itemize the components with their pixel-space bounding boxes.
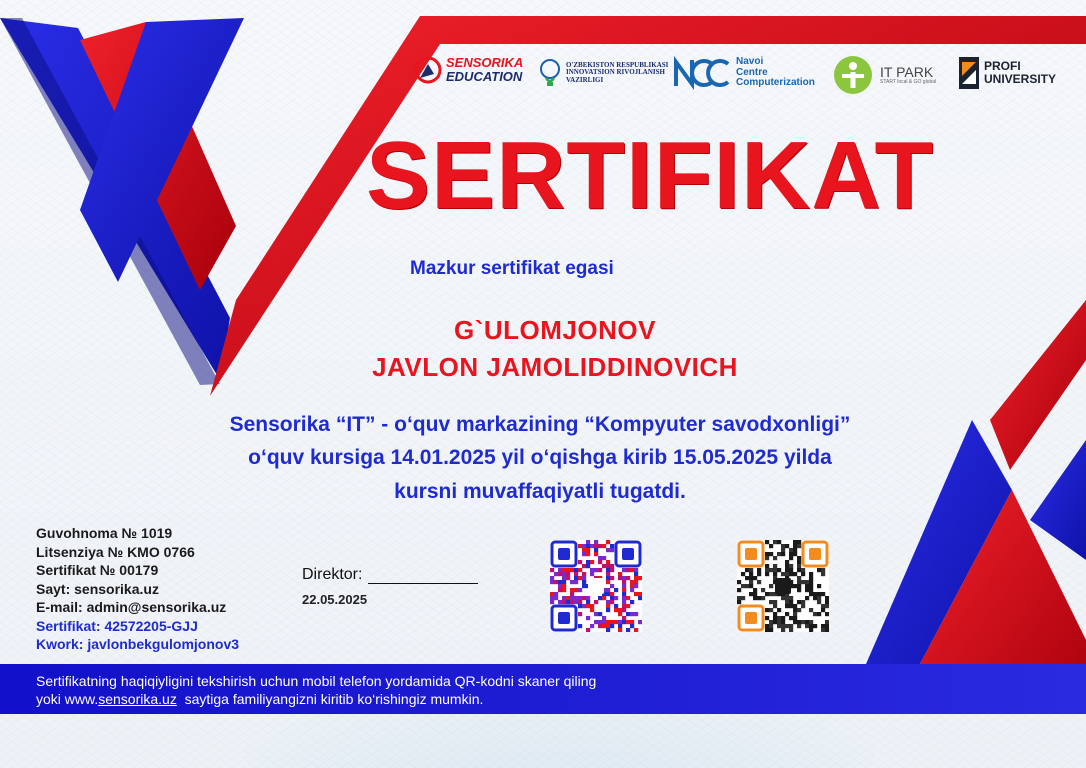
license-number: Litsenziya № KMO 0766 (36, 543, 195, 560)
sensorika-logo-line2: EDUCATION (446, 69, 523, 84)
ncc-logo-icon (672, 56, 732, 90)
signature-line (368, 569, 478, 584)
qr-finder-pattern (552, 542, 576, 566)
ncc-logo (672, 56, 815, 90)
body-text-line-2: o‘quv kursiga 14.01.2025 yil o‘qishga kirib 15.05.2025 yilda (248, 446, 832, 469)
footer-text (36, 672, 596, 708)
footer-prefix: yoki www. (36, 691, 99, 707)
ministry-logo (538, 58, 668, 88)
qr-code-kwork[interactable] (737, 540, 829, 632)
profi-logo-icon (958, 56, 980, 90)
itpark-logo-icon (832, 54, 874, 96)
ncc-logo-line1: Navoi (736, 56, 764, 68)
footer-line-2 (36, 690, 596, 708)
sensorika-logo-line1: SENSORIKA (446, 55, 524, 71)
sensorika-logo (414, 56, 523, 84)
qr-finder-pattern (739, 542, 763, 566)
itpark-logo (832, 54, 936, 96)
issue-date: 22.05.2025 (302, 592, 368, 607)
footer-line-1: Sertifikatning haqiqiyligini tekshirish uchun mobil telefon yordamida QR-kodni skaner qiling (36, 673, 597, 689)
certificate-number: Sertifikat № 00179 (36, 562, 159, 578)
body-text-line-3: kursni muvaffaqiyatli tugatdi. (394, 480, 686, 503)
certificate-code: Sertifikat: 42572205-GJJ (36, 617, 198, 634)
bulb-logo-icon (538, 58, 562, 88)
ministry-logo-line3: VAZIRLIGI (566, 75, 604, 84)
profi-logo (958, 56, 1056, 90)
ministry-logo-line1: O'ZBEKISTON RESPUBLIKASI (566, 60, 669, 69)
ncc-logo-line3: Computerization (736, 77, 815, 89)
email: E-mail: admin@sensorika.uz (36, 599, 227, 615)
ministry-logo-line2: INNOVATSION RIVOJLANISH (566, 68, 665, 77)
certificate-title: SERTIFIKAT (366, 122, 935, 229)
director-signature (302, 566, 478, 584)
kwork-handle: Kwork: javlonbekgulomjonov3 (36, 636, 240, 652)
guvohnoma-number: Guvohnoma № 1019 (36, 525, 173, 541)
director-label: Direktor: (302, 566, 363, 583)
profi-logo-line1: PROFI (984, 59, 1021, 74)
itpark-logo-title: IT PARK (880, 64, 934, 81)
right-red-diagonal (990, 300, 1086, 470)
qr-finder-pattern (552, 606, 576, 630)
website: Sayt: sensorika.uz (36, 580, 159, 597)
sensorika-logo-icon (414, 56, 442, 84)
qr-code-sensorika[interactable] (550, 540, 642, 632)
profi-logo-line2: UNIVERSITY (984, 72, 1057, 86)
body-text-line-1: Sensorika “IT” - o‘quv markazining “Kompyuter savodxonligi” (229, 413, 851, 436)
qr-finder-pattern (616, 542, 640, 566)
footer-site-link[interactable]: sensorika.uz (98, 691, 177, 707)
itpark-logo-sub: START local & GO global (880, 78, 937, 85)
qr-center-logo-icon (588, 578, 604, 594)
holder-given-name: JAVLON JAMOLIDDINOVICH (372, 352, 738, 382)
qr-finder-pattern (803, 542, 827, 566)
qr-finder-pattern (739, 606, 763, 630)
right-blue-edge (1030, 440, 1086, 560)
qr-center-k-icon (775, 578, 791, 594)
certificate-details (36, 524, 239, 654)
holder-surname: G`ULOMJONOV (454, 315, 656, 345)
footer-suffix: saytiga familiyangizni kiritib ko‘rishingiz mumkin. (176, 691, 484, 707)
ncc-logo-line2: Centre (736, 66, 768, 78)
certificate-subtitle: Mazkur sertifikat egasi (410, 258, 614, 279)
